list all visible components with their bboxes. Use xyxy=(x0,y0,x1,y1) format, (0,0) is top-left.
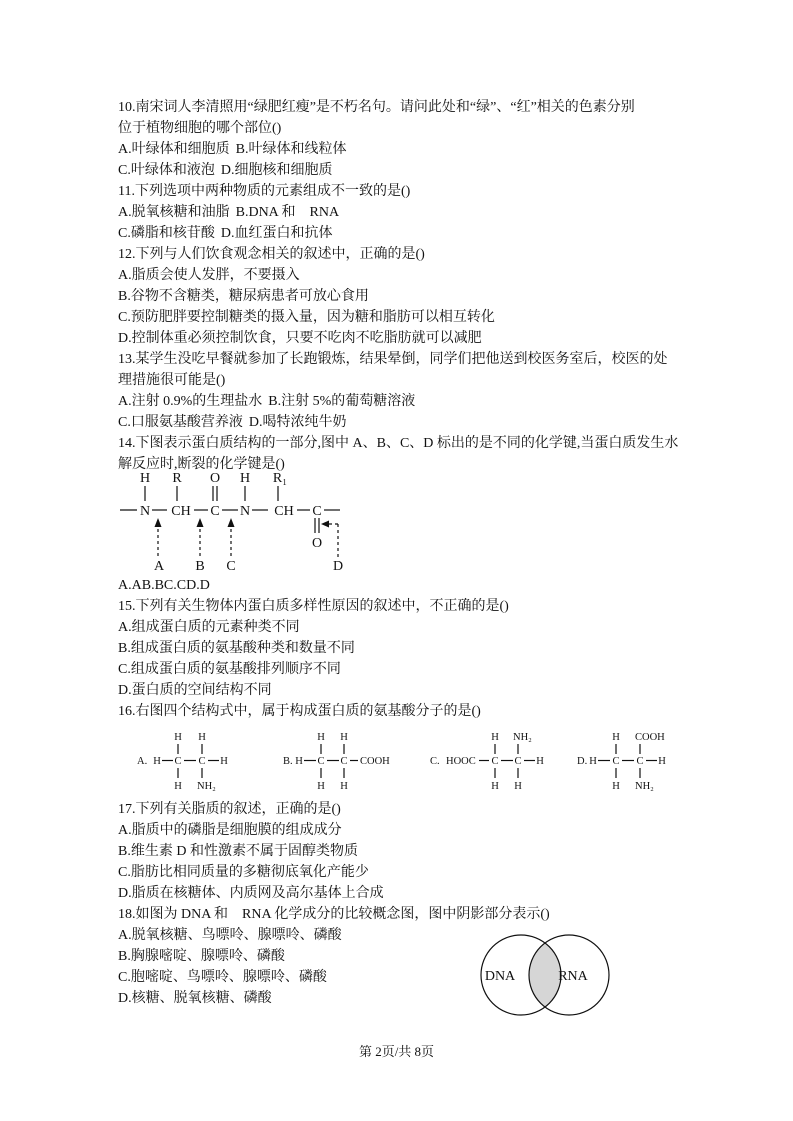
atom-left: H xyxy=(295,756,303,767)
q10-option-a: A.叶绿体和细胞质 xyxy=(118,142,230,157)
structure-label: B. xyxy=(283,756,293,767)
atom-c2: C xyxy=(340,756,348,767)
atom-c2: C xyxy=(636,756,644,767)
q17-option-d: D.脂质在核糖体、内质网及高尔基体上合成 xyxy=(118,886,384,901)
q13-option-d: D.喝特浓纯牛奶 xyxy=(248,415,347,430)
arrow-a-head xyxy=(155,518,162,527)
arrow-b-head xyxy=(197,518,204,527)
atom-left: H xyxy=(153,756,161,767)
page-footer: 第 2页/共 8页 xyxy=(358,1044,435,1059)
q18-option-c: C.胞嘧啶、鸟嘌呤、腺嘌呤、磷酸 xyxy=(118,970,327,985)
q12-option-a: A.脂质会使人发胖，不要摄入 xyxy=(118,268,300,283)
arrow-d-head xyxy=(321,521,329,528)
q13-option-b: B.注射 5%的葡萄糖溶液 xyxy=(268,394,416,409)
q15-option-d: D.蛋白质的空间结构不同 xyxy=(118,683,272,698)
atom-right: H xyxy=(658,756,666,767)
q15-stem: 15.下列有关生物体内蛋白质多样性原因的叙述中，不正确的是() xyxy=(118,599,509,614)
q14-option-c: C.C xyxy=(163,578,187,593)
q12-option-c: C.预防肥胖要控制糖类的摄入量，因为糖和脂肪可以相互转化 xyxy=(118,310,495,325)
q12-stem: 12.下列与人们饮食观念相关的叙述中，正确的是() xyxy=(118,247,425,262)
q18-option-d: D.核糖、脱氧核糖、磷酸 xyxy=(118,991,272,1006)
top-o: O xyxy=(209,471,221,486)
bond-label-b: B xyxy=(195,559,205,574)
top-r1: R₁ xyxy=(272,471,288,486)
q13-stem-line-1: 13.某学生没吃早餐就参加了长跑锻炼，结果晕倒，同学们把他送到校医务室后，校医的处 xyxy=(118,352,668,367)
q12-option-d: D.控制体重必须控制饮食，只要不吃肉不吃脂肪就可以减肥 xyxy=(118,331,482,346)
atom-top-2: NH₂ xyxy=(513,732,532,743)
bond-label-d: D xyxy=(332,559,344,574)
chain-ch-1: CH xyxy=(171,504,191,519)
atom-c1: C xyxy=(612,756,620,767)
atom-c2: C xyxy=(514,756,522,767)
q11-option-c: C.磷脂和核苷酸 xyxy=(118,226,215,241)
q11-stem: 11.下列选项中两种物质的元素组成不一致的是() xyxy=(118,184,411,199)
chain-c-2: C xyxy=(312,504,322,519)
top-h-1: H xyxy=(139,471,151,486)
atom-bottom-1: H xyxy=(174,781,182,792)
atom-top-2: H xyxy=(340,732,348,743)
atom-bottom-2: H xyxy=(340,781,348,792)
top-h-2: H xyxy=(239,471,251,486)
atom-top-1: H xyxy=(174,732,182,743)
q10-option-b: B.叶绿体和线粒体 xyxy=(235,142,347,157)
structure-label: D. xyxy=(577,756,588,767)
q16-stem: 16.右图四个结构式中，属于构成蛋白质的氨基酸分子的是() xyxy=(118,704,481,719)
q14-option-d: D.D xyxy=(186,578,210,593)
q13-options-row-2 xyxy=(118,412,758,433)
atom-right: H xyxy=(536,756,544,767)
atom-right: COOH xyxy=(360,756,390,767)
bond-label-c: C xyxy=(226,559,236,574)
q10-stem-line-2: 位于植物细胞的哪个部位() xyxy=(118,121,282,136)
q13-stem-line-2: 理措施很可能是() xyxy=(118,373,226,388)
q14-option-a: A.A xyxy=(118,578,142,593)
q13-option-c: C.口服氨基酸营养液 xyxy=(118,415,243,430)
bottom-o: O xyxy=(311,536,323,551)
q15-option-c: C.组成蛋白质的氨基酸排列顺序不同 xyxy=(118,662,341,677)
atom-right: H xyxy=(220,756,228,767)
atom-c2: C xyxy=(198,756,206,767)
atom-c1: C xyxy=(491,756,499,767)
q18-option-a: A.脱氧核糖、鸟嘌呤、腺嘌呤、磷酸 xyxy=(118,928,342,943)
q17-stem: 17.下列有关脂质的叙述，正确的是() xyxy=(118,802,341,817)
atom-bottom-1: H xyxy=(491,781,499,792)
q17-option-b: B.维生素 D 和性激素不属于固醇类物质 xyxy=(118,844,358,859)
chain-ch-2: CH xyxy=(274,504,294,519)
atom-c1: C xyxy=(317,756,325,767)
structure-b xyxy=(283,732,390,792)
top-r: R xyxy=(172,471,182,486)
q14-stem-line-2: 解反应时,断裂的化学键是() xyxy=(118,457,285,472)
atom-bottom-2: NH₂ xyxy=(635,781,654,792)
structure-d xyxy=(577,732,666,792)
atom-top-2: H xyxy=(198,732,206,743)
q18-option-b: B.胸腺嘧啶、腺嘌呤、磷酸 xyxy=(118,949,285,964)
venn-label-dna: DNA xyxy=(484,969,516,984)
q12-option-b: B.谷物不含糖类，糖尿病患者可放心食用 xyxy=(118,289,369,304)
q15-option-a: A.组成蛋白质的元素种类不同 xyxy=(118,620,300,635)
q13-option-a: A.注射 0.9%的生理盐水 xyxy=(118,394,263,409)
chain-c-1: C xyxy=(210,504,220,519)
structure-a xyxy=(137,732,228,792)
q11-options-row-1 xyxy=(118,202,758,223)
q14-options-row xyxy=(118,575,758,596)
q11-option-b: B.DNA 和 RNA xyxy=(235,205,340,220)
q18-stem: 18.如图为 DNA 和 RNA 化学成分的比较概念图，图中阴影部分表示() xyxy=(118,907,550,922)
atom-bottom-1: H xyxy=(317,781,325,792)
atom-left: H xyxy=(589,756,597,767)
atom-left: HOOC xyxy=(446,756,476,767)
q10-options-row-2 xyxy=(118,160,758,181)
q16-structures xyxy=(130,724,685,796)
structure-c xyxy=(430,732,544,792)
arrow-c-head xyxy=(228,518,235,527)
chain-n-1: N xyxy=(139,504,151,519)
bond-label-a: A xyxy=(153,559,165,574)
q15-option-b: B.组成蛋白质的氨基酸种类和数量不同 xyxy=(118,641,355,656)
atom-top-1: H xyxy=(317,732,325,743)
q14-peptide-diagram xyxy=(110,466,355,578)
structure-label: A. xyxy=(137,756,148,767)
q13-options-row-1 xyxy=(118,391,758,412)
q11-option-a: A.脱氧核糖和油脂 xyxy=(118,205,230,220)
q14-stem-line-1: 14.下图表示蛋白质结构的一部分,图中 A、B、C、D 标出的是不同的化学键,当蛋白质发生水 xyxy=(118,436,679,451)
q10-option-d: D.细胞核和细胞质 xyxy=(220,163,333,178)
structure-label: C. xyxy=(430,756,440,767)
q18-venn-diagram xyxy=(475,930,615,1020)
atom-top-1: H xyxy=(612,732,620,743)
chain-n-2: N xyxy=(239,504,251,519)
atom-bottom-1: H xyxy=(612,781,620,792)
atom-top-1: H xyxy=(491,732,499,743)
q17-option-a: A.脂质中的磷脂是细胞膜的组成成分 xyxy=(118,823,342,838)
q11-options-row-2 xyxy=(118,223,758,244)
q10-options-row-1 xyxy=(118,139,758,160)
atom-c1: C xyxy=(174,756,182,767)
atom-top-2: COOH xyxy=(635,732,665,743)
q17-option-c: C.脂肪比相同质量的多糖彻底氧化产能少 xyxy=(118,865,369,880)
venn-label-rna: RNA xyxy=(558,969,588,984)
q10-stem-line-1: 10.南宋词人李清照用“绿肥红瘦”是不朽名句。请问此处和“绿”、“红”相关的色素分别 xyxy=(118,100,635,115)
atom-bottom-2: NH₂ xyxy=(197,781,216,792)
q11-option-d: D.血红蛋白和抗体 xyxy=(220,226,333,241)
q14-option-b: B.B xyxy=(141,578,164,593)
q10-option-c: C.叶绿体和液泡 xyxy=(118,163,215,178)
atom-bottom-2: H xyxy=(514,781,522,792)
